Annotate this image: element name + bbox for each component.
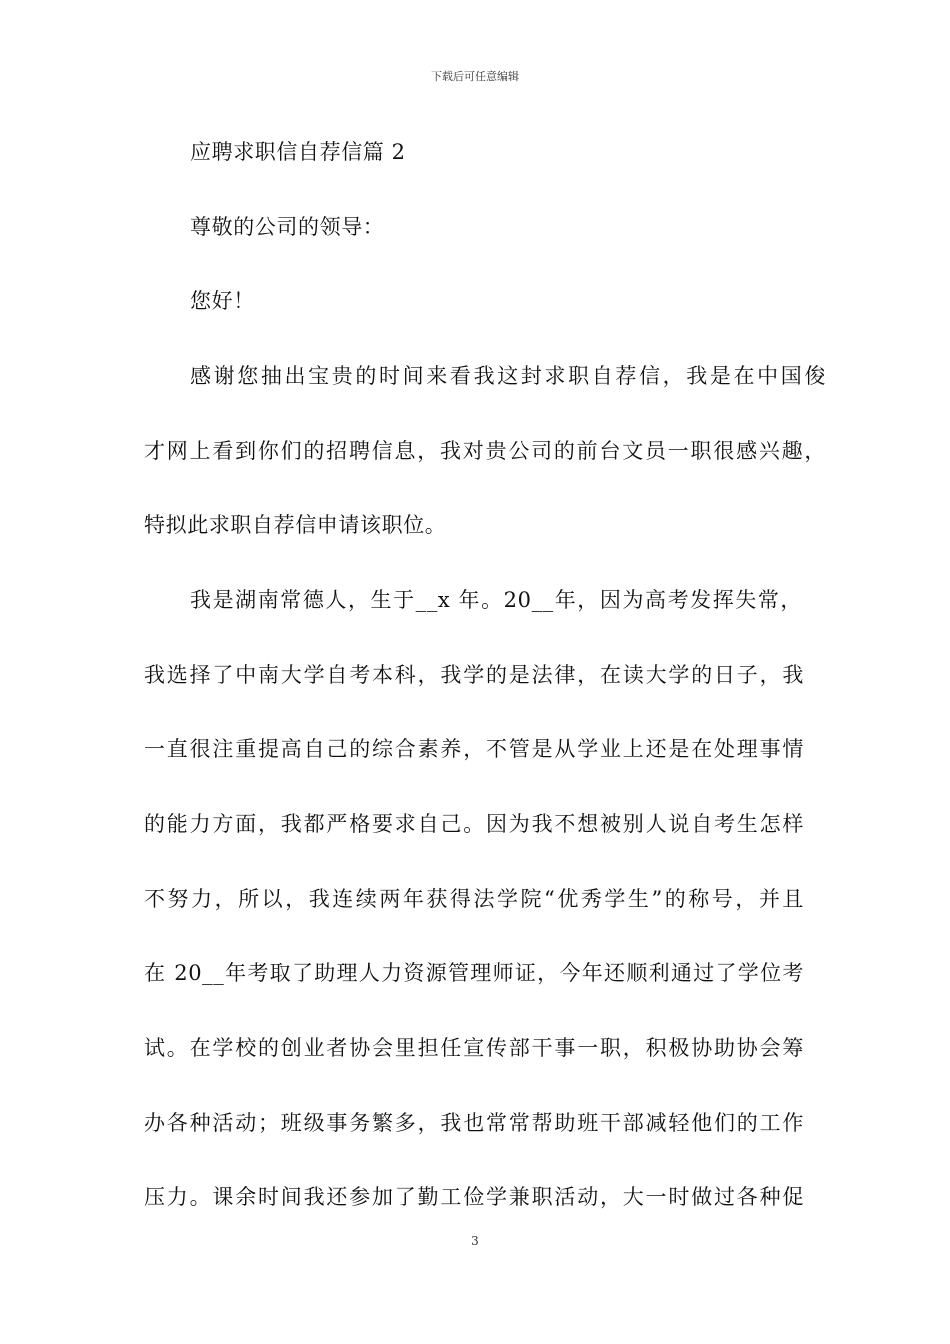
paragraph-line: 压力。课余时间我还参加了勤工俭学兼职活动，大一时做过各种促 bbox=[144, 1185, 804, 1209]
paragraph-line: 我选择了中南大学自考本科，我学的是法律，在读大学的日子，我 bbox=[144, 663, 804, 687]
paragraph-line: 办各种活动；班级事务繁多，我也常常帮助班干部减轻他们的工作 bbox=[144, 1111, 804, 1135]
page-number: 3 bbox=[471, 1234, 479, 1248]
paragraph-line: 一直很注重提高自己的综合素养，不管是从学业上还是在处理事情 bbox=[144, 737, 804, 761]
paragraph-line: 特拟此求职自荐信申请该职位。 bbox=[144, 513, 447, 537]
paragraph-line: 试。在学校的创业者协会里担任宣传部干事一职，积极协助协会筹 bbox=[144, 1036, 804, 1060]
paragraph-line: 的能力方面，我都严格要求自己。因为我不想被别人说自考生怎样 bbox=[144, 812, 804, 836]
paragraph-line: 感谢您抽出宝贵的时间来看我这封求职自荐信，我是在中国俊 bbox=[190, 364, 826, 388]
letter-title: 应聘求职信自荐信篇 2 bbox=[190, 140, 406, 164]
salutation: 尊敬的公司的领导： bbox=[190, 215, 385, 239]
paragraph-line: 不努力，所以，我连续两年获得法学院“优秀学生”的称号，并且 bbox=[144, 887, 804, 911]
paragraph-line: 才网上看到你们的招聘信息，我对贵公司的前台文员一职很感兴趣， bbox=[144, 439, 826, 463]
paragraph-line: 在 20__年考取了助理人力资源管理师证，今年还顺利通过了学位考 bbox=[144, 961, 804, 985]
paragraph-line: 我是湖南常德人，生于__x 年。20__年，因为高考发挥失常， bbox=[190, 588, 802, 612]
greeting: 您好！ bbox=[190, 289, 255, 313]
page-header: 下载后可任意编辑 bbox=[431, 70, 519, 83]
